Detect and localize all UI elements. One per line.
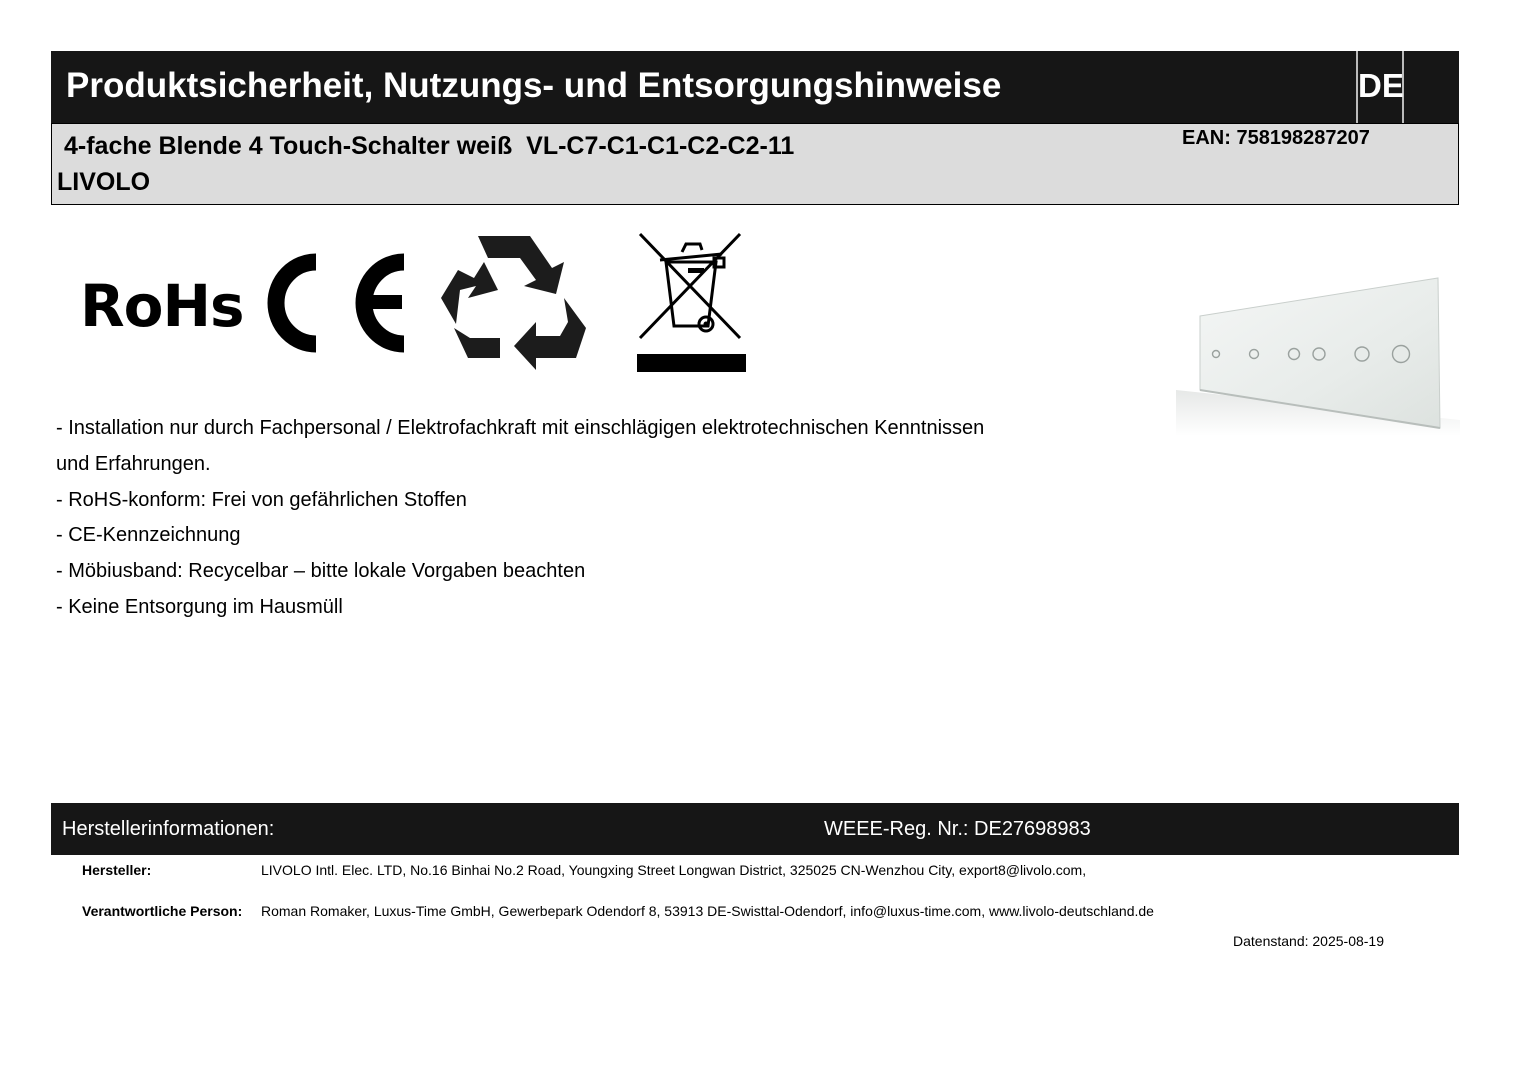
manufacturer-value: LIVOLO Intl. Elec. LTD, No.16 Binhai No.2 Road, Youngxing Street Longwan District, 325025 CN-Wenzhou City, export8@livolo.com, (261, 862, 1087, 878)
recycling-icon (436, 228, 588, 376)
weee-registration: WEEE-Reg. Nr.: DE27698983 (824, 818, 1091, 840)
ean-code: EAN: 758198287207 (1182, 127, 1370, 149)
manufacturer-section-title: Herstellerinformationen: (62, 818, 275, 840)
responsible-person-value: Roman Romaker, Luxus-Time GmbH, Gewerbepark Odendorf 8, 53913 DE-Swisttal-Odendorf, info@luxus-time.com, www.livolo-deutschland.de (261, 903, 1154, 919)
note-item: - CE-Kennzeichnung (56, 524, 241, 547)
note-item: - Möbiusband: Recycelbar – bitte lokale Vorgaben beachten (56, 560, 586, 583)
safety-notes (56, 411, 984, 626)
ce-mark-icon (258, 250, 408, 355)
brand-name: LIVOLO (57, 168, 151, 196)
title-bar (51, 51, 1459, 123)
language-badge: DE (1356, 51, 1404, 123)
page-title: Produktsicherheit, Nutzungs- und Entsorgungshinweise (66, 66, 1002, 105)
product-name: 4-fache Blende 4 Touch-Schalter weiß VL-C7-C1-C1-C2-C2-11 (64, 132, 795, 160)
crossed-out-bin-icon (636, 230, 748, 375)
data-date: Datenstand: 2025-08-19 (1233, 933, 1384, 949)
responsible-person-label: Verantwortliche Person: (82, 903, 243, 919)
rohs-logo: RoHs (80, 272, 244, 340)
manufacturer-label: Hersteller: (82, 862, 152, 878)
product-info-bar (51, 123, 1459, 205)
product-image (1176, 270, 1460, 436)
note-item: - Keine Entsorgung im Hausmüll (56, 595, 343, 618)
note-item: - RoHS-konform: Frei von gefährlichen Stoffen (56, 488, 467, 511)
manufacturer-header (51, 803, 1459, 855)
note-item: - Installation nur durch Fachpersonal / Elektrofachkraft mit einschlägigen elektrotechnischen Kenntnissen (56, 417, 985, 439)
note-item: und Erfahrungen. (56, 452, 211, 475)
